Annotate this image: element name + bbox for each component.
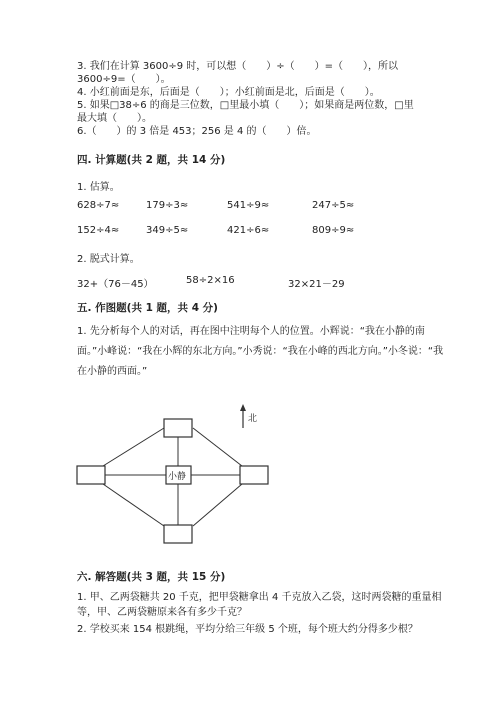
calc-item: 32+（76－45） bbox=[77, 279, 154, 290]
section4-q1-label: 1. 估算。 bbox=[77, 182, 120, 193]
diagram-line bbox=[193, 484, 242, 526]
section5-heading: 五. 作图题(共 1 题，共 4 分) bbox=[77, 302, 218, 314]
diagram-line bbox=[193, 428, 242, 466]
bottom-box bbox=[164, 525, 192, 543]
center-label: 小静 bbox=[168, 472, 187, 482]
section6-heading: 六. 解答题(共 3 题，共 15 分) bbox=[77, 571, 226, 583]
estimate-item: 179÷3≈ bbox=[146, 200, 189, 211]
q5-line2: 最大填（ ）。 bbox=[77, 113, 152, 124]
top-box bbox=[164, 419, 192, 437]
right-box bbox=[240, 466, 268, 484]
north-arrowhead-icon bbox=[240, 404, 246, 411]
estimate-item: 247÷5≈ bbox=[312, 200, 355, 211]
section6-q2: 2. 学校买来 154 根跳绳，平均分给三年级 5 个班，每个班大约分得多少根？ bbox=[77, 624, 418, 635]
section4-heading: 四. 计算题(共 2 题，共 14 分) bbox=[77, 154, 226, 166]
estimate-item: 628÷7≈ bbox=[77, 200, 120, 211]
north-label: 北 bbox=[248, 414, 258, 424]
diagram-line bbox=[103, 484, 164, 526]
calc-item: 58÷2×16 bbox=[186, 275, 235, 286]
estimate-item: 541÷9≈ bbox=[227, 200, 270, 211]
q5-line1: 5. 如果□38÷6 的商是三位数，□里最小填（ ）；如果商是两位数，□里 bbox=[77, 100, 414, 111]
left-box bbox=[77, 466, 105, 484]
section4-q2-label: 2. 脱式计算。 bbox=[77, 254, 140, 265]
q4-text: 4. 小红前面是东，后面是（ ）；小红前面是北，后面是（ ）。 bbox=[77, 87, 380, 98]
q3-line1: 3. 我们在计算 3600÷9 时，可以想（ ）÷（ ）=（ ），所以 bbox=[77, 61, 399, 72]
estimate-item: 152÷4≈ bbox=[77, 225, 120, 236]
estimate-item: 809÷9≈ bbox=[312, 225, 355, 236]
section5-question: 1. 先分析每个人的对话，再在图中注明每个人的位置。小辉说：“我在小静的南面。”小峰说：“我在小辉的东北方向。”小秀说：“我在小峰的西北方向。”小冬说：“我在小静的西面。” bbox=[77, 326, 444, 377]
estimate-item: 421÷6≈ bbox=[227, 225, 270, 236]
estimate-item: 349÷5≈ bbox=[146, 225, 189, 236]
section6-q1: 1. 甲、乙两袋糖共 20 千克，把甲袋糖拿出 4 千克放入乙袋，这时两袋糖的重量相等，甲、乙两袋糖原来各有多少千克？ bbox=[77, 592, 442, 618]
diagram-line bbox=[103, 428, 164, 466]
calc-item: 32×21－29 bbox=[288, 279, 345, 290]
q6-text: 6.（ ）的 3 倍是 453；256 是 4 的（ ）倍。 bbox=[77, 126, 317, 137]
q3-line2: 3600÷9=（ ）。 bbox=[77, 74, 171, 85]
